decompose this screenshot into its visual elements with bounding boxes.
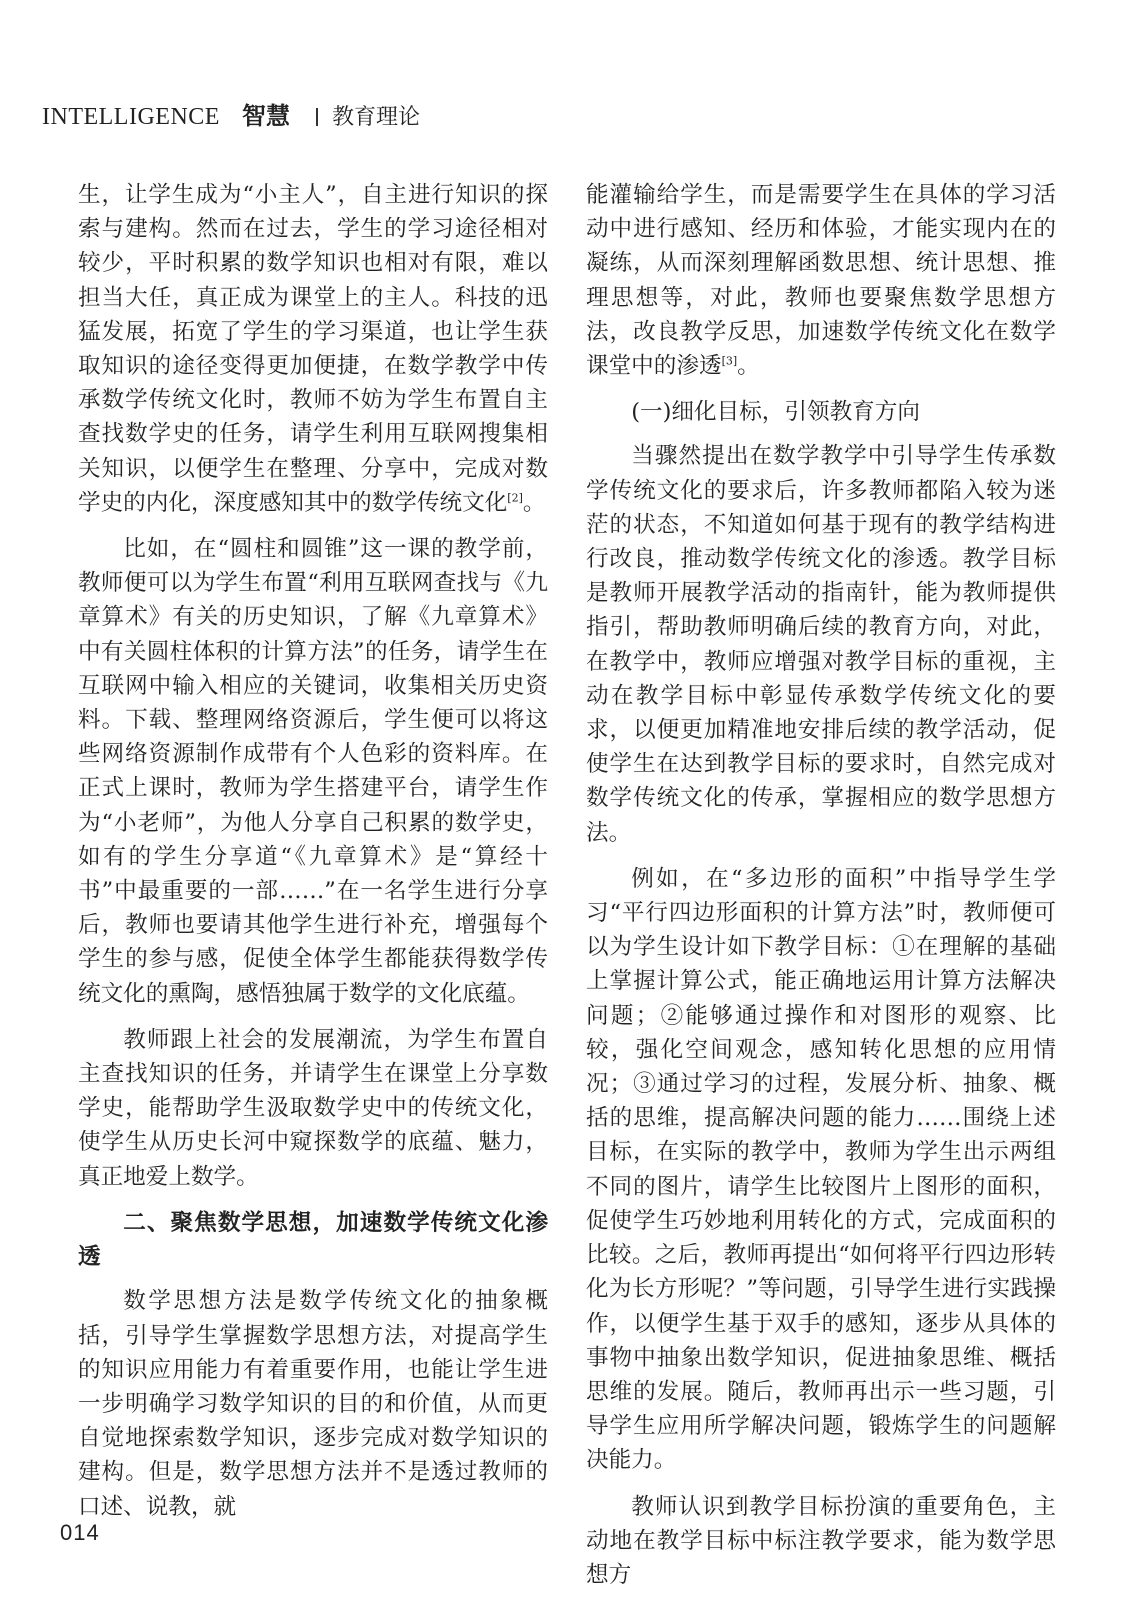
subsection-heading: (一)细化目标，引领教育方向: [631, 399, 920, 426]
paragraph: 数学思想方法是数学传统文化的抽象概括，引导学生掌握数学思想方法，对提高学生的知识应用能力有着重要作用，也能让学生进一步明确学习数学知识的目的和价值，从而更自觉地探索数学知识，逐步完成对数学知识的建构。但是，数学思想方法并不是透过教师的口述、说教，就: [78, 1288, 548, 1520]
paragraph: 例如，在“多边形的面积”中指导学生学习“平行四边形面积的计算方法”时，教师便可以为学生设计如下教学目标：①在理解的基础上掌握计算公式，能正确地运用计算方法解决问题；②能够通过操作和对图形的观察、比较，强化空间观念，感知转化思想的应用情况；③通过学习的过程，发展分析、抽象、概括的思维，提高解决问题的能力……围绕上述目标，在实际的教学中，教师为学生出示两组不同的图片，请学生比较图片上图形的面积，促使学生巧妙地利用转化的方式，完成面积的比较。之后，教师再提出“如何将平行四边形转化为长方形呢？”等问题，引导学生进行实践操作，以便学生基于双手的感知，逐步从具体的事物中抽象出数学知识，促进抽象思维、概括思维的发展。随后，教师再出示一些习题，引导学生应用所学解决问题，锻炼学生的问题解决能力。: [586, 865, 1056, 1474]
paragraph: 生，让学生成为“小主人”，自主进行知识的探索与建构。然而在过去，学生的学习途径相对较少，平时积累的数学知识也相对有限，难以担当大任，真正成为课堂上的主人。科技的迅猛发展，拓宽了学生的学习渠道，也让学生获取知识的途径变得更加便捷，在数学教学中传承数学传统文化时，教师不妨为学生布置自主查找数学史的任务，请学生利用互联网搜集相关知识，以便学生在整理、分享中，完成对数学史的内化，深度感知其中的数学传统文化[2]。: [78, 182, 548, 516]
page-number: 014: [60, 1520, 100, 1545]
journal-brand: INTELLIGENCE: [42, 104, 220, 130]
paragraph: 能灌输给学生，而是需要学生在具体的学习活动中进行感知、经历和体验，才能实现内在的凝练，从而深刻理解函数思想、统计思想、推理思想等，对此，教师也要聚焦数学思想方法，改良教学反思，加速数学传统文化在数学课堂中的渗透[3]。: [586, 182, 1056, 380]
citation-ref: [3]: [721, 354, 738, 368]
running-header: [42, 96, 420, 130]
paragraph: 比如，在“圆柱和圆锥”这一课的教学前，教师便可以为学生布置“利用互联网查找与《九章算术》有关的历史知识，了解《九章算术》中有关圆柱体积的计算方法”的任务，请学生在互联网中输入相应的关键词，收集相关历史资料。下载、整理网络资源后，学生便可以将这些网络资源制作成带有个人色彩的资料库。在正式上课时，教师为学生搭建平台，请学生作为“小老师”，为他人分享自己积累的数学史，如有的学生分享道“《九章算术》是“算经十书”中最重要的一部……”在一名学生进行分享后，教师也要请其他学生进行补充，增强每个学生的参与感，促使全体学生都能获得数学传统文化的熏陶，感悟独属于数学的文化底蕴。: [78, 536, 548, 1007]
journal-brand-zh: 智慧: [241, 103, 290, 130]
paragraph: 教师跟上社会的发展潮流，为学生布置自主查找知识的任务，并请学生在课堂上分享数学史，能帮助学生汲取数学史中的传统文化，使学生从历史长河中窥探数学的底蕴、魅力，真正地爱上数学。: [78, 1026, 548, 1190]
paragraph: 教师认识到教学目标扮演的重要角色，主动地在教学目标中标注教学要求，能为数学思想方: [586, 1493, 1056, 1588]
right-column: [586, 178, 1056, 1604]
header-divider: [316, 108, 318, 126]
left-column: [78, 178, 548, 1536]
citation-ref: [2]: [507, 491, 523, 505]
paragraph: 当骤然提出在数学教学中引导学生传承数学传统文化的要求后，许多教师都陷入较为迷茫的状态，不知道如何基于现有的教学结构进行改良，推动数学传统文化的渗透。教学目标是教师开展教学活动的指南针，能为教师提供指引，帮助教师明确后续的教育方向，对此，在教学中，教师应增强对教学目标的重视，主动在教学目标中彰显传承数学传统文化的要求，以便更加精准地安排后续的教学活动，促使学生在达到教学目标的要求时，自然完成对数学传统文化的传承，掌握相应的数学思想方法。: [586, 443, 1056, 846]
section-name: 教育理论: [331, 104, 420, 129]
section-heading: 二、聚焦数学思想，加速数学传统文化渗透: [78, 1209, 548, 1271]
